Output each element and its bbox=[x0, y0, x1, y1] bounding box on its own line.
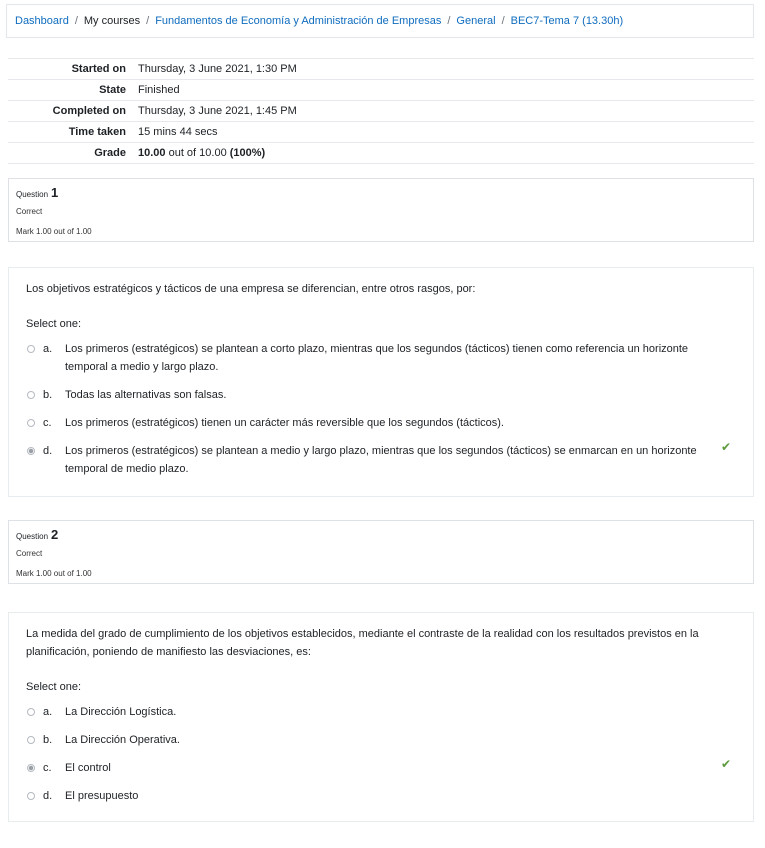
state-value: Finished bbox=[138, 80, 754, 101]
breadcrumb-course-link[interactable]: Fundamentos de Economía y Administración de Empresas bbox=[155, 15, 442, 27]
radio-button-selected[interactable] bbox=[27, 764, 35, 772]
answer-option-c[interactable] bbox=[27, 414, 733, 432]
answer-option-b[interactable] bbox=[27, 731, 733, 749]
answer-letter: d. bbox=[43, 445, 53, 457]
answer-option-c[interactable] bbox=[27, 759, 733, 777]
question-mark: Mark 1.00 out of 1.00 bbox=[16, 227, 92, 236]
breadcrumb-my-courses: My courses bbox=[83, 15, 141, 27]
radio-button[interactable] bbox=[27, 345, 35, 353]
answer-option-a[interactable] bbox=[27, 340, 733, 376]
answer-option-d[interactable] bbox=[27, 442, 713, 478]
question-word: Question bbox=[16, 532, 49, 541]
question-text: Los objetivos estratégicos y tácticos de una empresa se diferencian, entre otros rasgos, por: bbox=[26, 283, 476, 295]
check-icon: ✔ bbox=[720, 757, 731, 771]
started-value: Thursday, 3 June 2021, 1:30 PM bbox=[138, 59, 754, 80]
grade-percentage: (100%) bbox=[229, 147, 266, 159]
question-number-value: 2 bbox=[51, 527, 59, 542]
summary-row-time bbox=[8, 122, 754, 143]
grade-value bbox=[138, 143, 754, 164]
breadcrumb-section-link[interactable]: General bbox=[456, 15, 496, 27]
question-number bbox=[16, 527, 753, 543]
answer-option-a[interactable] bbox=[27, 703, 733, 721]
radio-button[interactable] bbox=[27, 708, 35, 716]
question-1-info bbox=[8, 178, 754, 242]
summary-row-state bbox=[8, 80, 754, 101]
answer-letter: b. bbox=[43, 389, 53, 401]
breadcrumb bbox=[6, 4, 754, 38]
state-label: State bbox=[8, 80, 138, 101]
answer-letter: d. bbox=[43, 790, 53, 802]
answer-letter: a. bbox=[43, 343, 53, 355]
answer-text: El presupuesto bbox=[65, 790, 139, 802]
attempt-summary-table bbox=[8, 58, 754, 164]
radio-button[interactable] bbox=[27, 792, 35, 800]
question-mark: Mark 1.00 out of 1.00 bbox=[16, 569, 92, 578]
check-icon: ✔ bbox=[720, 440, 731, 454]
summary-row-grade bbox=[8, 143, 754, 164]
breadcrumb-separator: / bbox=[447, 15, 451, 27]
answer-text: El control bbox=[65, 762, 111, 774]
radio-button[interactable] bbox=[27, 391, 35, 399]
answer-option-b[interactable] bbox=[27, 386, 733, 404]
summary-row-completed bbox=[8, 101, 754, 122]
grade-out-of: out of 10.00 bbox=[165, 147, 230, 159]
answer-letter: b. bbox=[43, 734, 53, 746]
breadcrumb-quiz-link[interactable]: BEC7-Tema 7 (13.30h) bbox=[510, 15, 624, 27]
started-label: Started on bbox=[8, 59, 138, 80]
grade-score: 10.00 bbox=[138, 147, 166, 159]
answer-text: Los primeros (estratégicos) se plantean a corto plazo, mientras que los segundos (tácticos) tienen como referencia un horizonte temporal a medio y largo plazo. bbox=[65, 343, 689, 373]
select-one-prompt: Select one: bbox=[26, 318, 82, 330]
radio-button-selected[interactable] bbox=[27, 447, 35, 455]
completed-label: Completed on bbox=[8, 101, 138, 122]
question-2-info bbox=[8, 520, 754, 584]
breadcrumb-separator: / bbox=[74, 15, 78, 27]
breadcrumb-dashboard-link[interactable]: Dashboard bbox=[15, 15, 69, 27]
breadcrumb-separator: / bbox=[146, 15, 150, 27]
answer-text: La Dirección Logística. bbox=[65, 706, 177, 718]
answer-text: La Dirección Operativa. bbox=[65, 734, 180, 746]
question-word: Question bbox=[16, 190, 49, 199]
question-state: Correct bbox=[16, 207, 43, 216]
radio-button[interactable] bbox=[27, 736, 35, 744]
answer-letter: c. bbox=[43, 417, 52, 429]
time-taken-value: 15 mins 44 secs bbox=[138, 122, 754, 143]
grade-label: Grade bbox=[8, 143, 138, 164]
question-text: La medida del grado de cumplimiento de los objetivos establecidos, mediante el contraste de la realidad con los resultados previstos en la planificación, poniendo de manifiesto las desviaciones, es: bbox=[26, 628, 699, 658]
answer-text: Los primeros (estratégicos) se plantean a medio y largo plazo, mientras que los segundos (tácticos) se enmarcan en un horizonte temporal de medio plazo. bbox=[65, 445, 697, 475]
answer-letter: c. bbox=[43, 762, 52, 774]
time-taken-label: Time taken bbox=[8, 122, 138, 143]
question-state: Correct bbox=[16, 549, 43, 558]
breadcrumb-separator: / bbox=[501, 15, 505, 27]
question-number-value: 1 bbox=[51, 185, 59, 200]
question-1-content bbox=[8, 267, 754, 497]
select-one-prompt: Select one: bbox=[26, 681, 82, 693]
answer-text: Los primeros (estratégicos) tienen un carácter más reversible que los segundos (tácticos). bbox=[65, 417, 504, 429]
answer-letter: a. bbox=[43, 706, 53, 718]
answer-option-d[interactable] bbox=[27, 787, 733, 805]
answer-text: Todas las alternativas son falsas. bbox=[65, 389, 227, 401]
radio-button[interactable] bbox=[27, 419, 35, 427]
question-2-content bbox=[8, 612, 754, 822]
question-number bbox=[16, 185, 753, 201]
completed-value: Thursday, 3 June 2021, 1:45 PM bbox=[138, 101, 754, 122]
summary-row-started bbox=[8, 59, 754, 80]
